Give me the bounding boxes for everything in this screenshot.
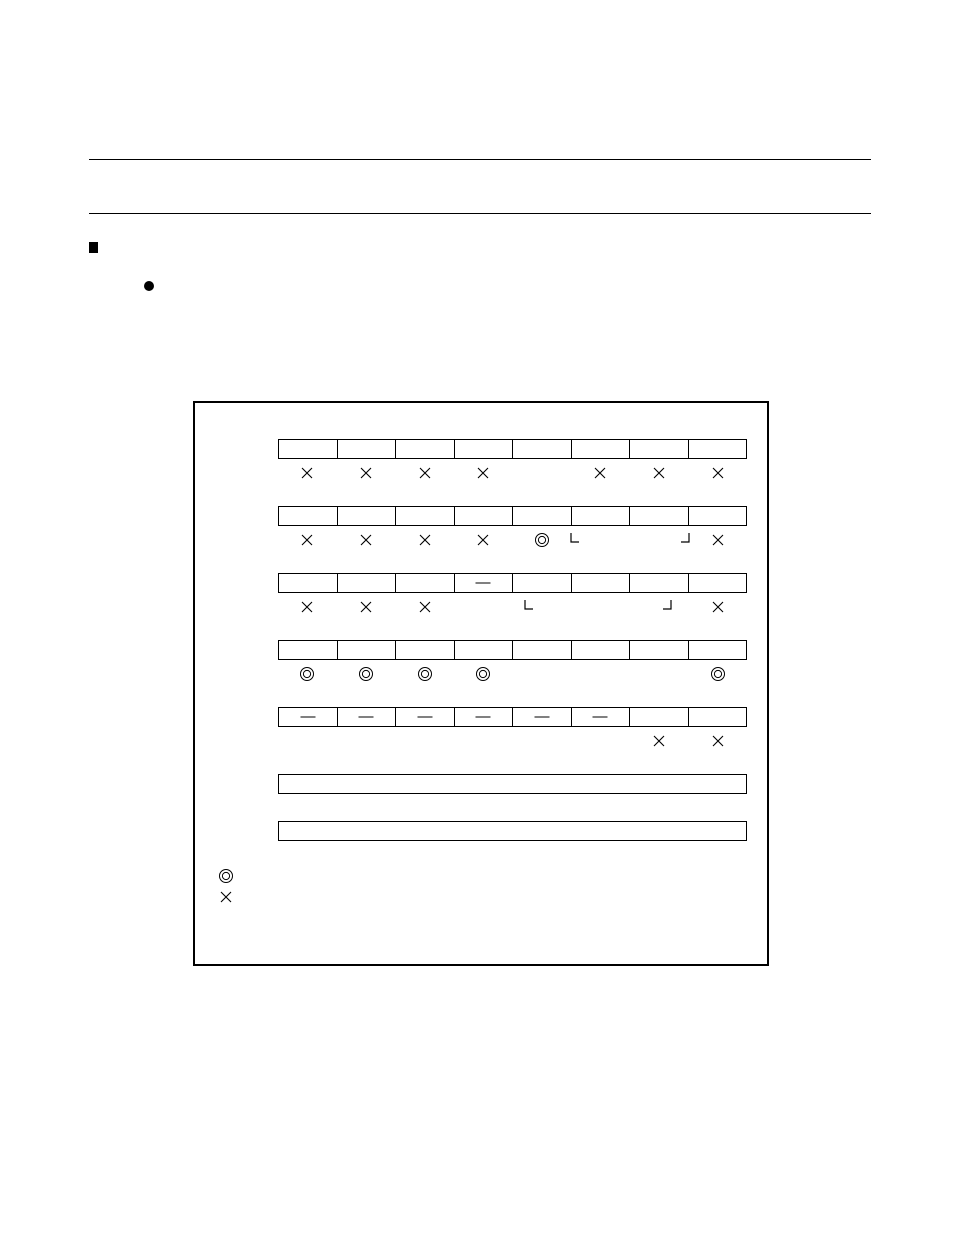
register-bit-cell <box>630 641 689 659</box>
register-row <box>278 439 747 459</box>
cross-icon <box>358 599 374 615</box>
reserved-dash-icon <box>534 717 549 718</box>
double-circle-icon <box>358 666 374 682</box>
reserved-dash-icon <box>593 717 608 718</box>
register-bit-cell <box>338 440 397 458</box>
cross-icon <box>592 465 608 481</box>
register-row <box>278 506 747 526</box>
register-bit-cell <box>338 641 397 659</box>
register-bit-cell <box>572 440 631 458</box>
double-circle-icon <box>417 666 433 682</box>
cross-icon <box>710 733 726 749</box>
register-bit-cell <box>572 507 631 525</box>
cross-icon <box>299 465 315 481</box>
cross-icon <box>358 465 374 481</box>
register-bit-cell <box>455 708 514 726</box>
register-row <box>278 640 747 660</box>
double-circle-icon <box>299 666 315 682</box>
register-bit-cell <box>630 708 689 726</box>
register-bit-cell <box>572 708 631 726</box>
cross-icon <box>651 465 667 481</box>
register-row <box>278 573 747 593</box>
cross-icon <box>358 532 374 548</box>
header-rule-top <box>89 159 871 160</box>
register-bit-cell <box>513 708 572 726</box>
register-bit-cell <box>279 507 338 525</box>
register-bit-cell <box>396 507 455 525</box>
legend-cross-icon <box>218 889 234 905</box>
cross-icon <box>710 465 726 481</box>
register-bit-cell <box>630 574 689 592</box>
reserved-dash-icon <box>476 583 491 584</box>
bracket-right-icon <box>680 533 690 543</box>
list-dot-bullet-icon <box>144 281 154 291</box>
register-wide <box>278 821 747 841</box>
register-bit-cell <box>396 641 455 659</box>
register-bit-cell <box>513 507 572 525</box>
bracket-left-icon <box>524 600 534 610</box>
register-bit-cell <box>630 440 689 458</box>
register-bit-cell <box>396 574 455 592</box>
double-circle-icon <box>475 666 491 682</box>
cross-icon <box>475 465 491 481</box>
section-square-bullet-icon <box>89 242 98 253</box>
bracket-left-icon <box>570 533 580 543</box>
reserved-dash-icon <box>300 717 315 718</box>
cross-icon <box>710 599 726 615</box>
register-bit-cell <box>338 574 397 592</box>
reserved-dash-icon <box>359 717 374 718</box>
register-wide <box>278 774 747 794</box>
register-bit-cell <box>455 574 514 592</box>
register-bit-cell <box>689 507 747 525</box>
cross-icon <box>475 532 491 548</box>
cross-icon <box>299 599 315 615</box>
register-bit-cell <box>572 641 631 659</box>
register-figure-frame <box>193 401 769 966</box>
register-bit-cell <box>513 641 572 659</box>
cross-icon <box>417 599 433 615</box>
double-circle-icon <box>710 666 726 682</box>
register-bit-cell <box>279 574 338 592</box>
bracket-right-icon <box>662 600 672 610</box>
register-bit-cell <box>513 574 572 592</box>
register-bit-cell <box>396 708 455 726</box>
reserved-dash-icon <box>476 717 491 718</box>
register-bit-cell <box>513 440 572 458</box>
cross-icon <box>651 733 667 749</box>
double-circle-icon <box>534 532 550 548</box>
register-bit-cell <box>689 708 747 726</box>
register-bit-cell <box>279 641 338 659</box>
cross-icon <box>417 465 433 481</box>
register-bit-cell <box>279 708 338 726</box>
register-bit-cell <box>689 440 747 458</box>
register-bit-cell <box>572 574 631 592</box>
register-bit-cell <box>455 507 514 525</box>
register-bit-cell <box>338 708 397 726</box>
cross-icon <box>299 532 315 548</box>
register-bit-cell <box>455 641 514 659</box>
register-bit-cell <box>338 507 397 525</box>
register-bit-cell <box>689 574 747 592</box>
register-bit-cell <box>630 507 689 525</box>
reserved-dash-icon <box>417 717 432 718</box>
register-row <box>278 707 747 727</box>
header-rule-bottom <box>89 213 871 214</box>
register-bit-cell <box>396 440 455 458</box>
register-bit-cell <box>689 641 747 659</box>
cross-icon <box>710 532 726 548</box>
cross-icon <box>417 532 433 548</box>
legend-double-circle-icon <box>218 868 234 884</box>
register-bit-cell <box>279 440 338 458</box>
register-bit-cell <box>455 440 514 458</box>
